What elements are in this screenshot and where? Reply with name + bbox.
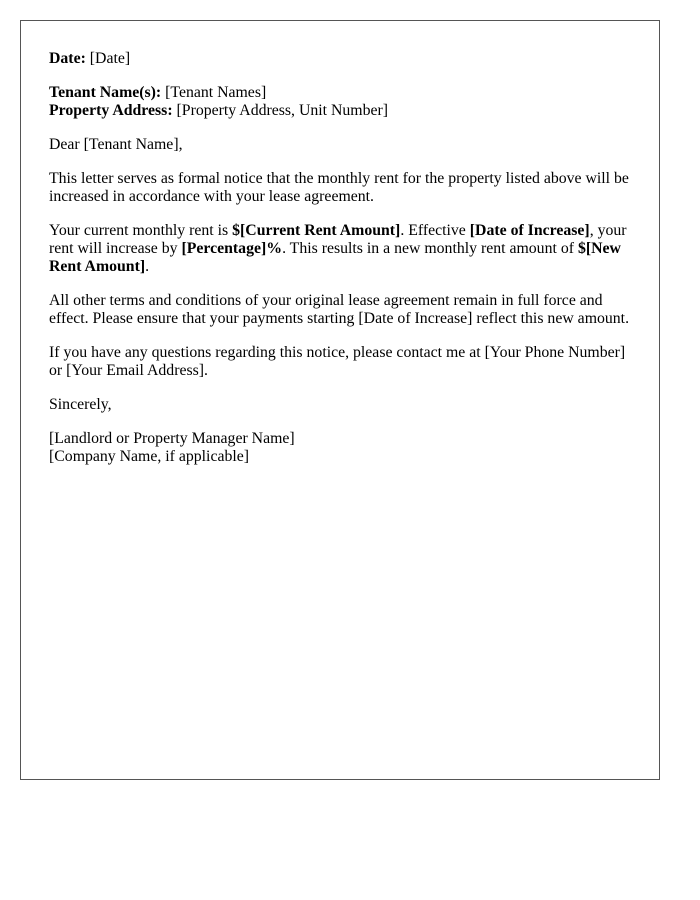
salutation: Dear [Tenant Name],: [49, 136, 183, 153]
date-label: Date:: [49, 50, 86, 67]
tenant-label: Tenant Name(s):: [49, 84, 162, 101]
address-label: Property Address:: [49, 102, 173, 119]
current-rent-amount: $[Current Rent Amount]: [232, 222, 401, 239]
closing: Sincerely,: [49, 396, 112, 413]
new-rent-amount: $[New Rent Amount]: [49, 240, 621, 275]
contact-paragraph: If you have any questions regarding this notice, please contact me at [Your Phone Number] or [Your Email Address].: [49, 344, 626, 379]
rent-text-1: Your current monthly rent is: [49, 222, 233, 239]
rent-text-3: , your rent will increase by: [49, 222, 627, 257]
rent-text-2: . Effective: [400, 222, 470, 239]
tenant-value: [Tenant Names]: [165, 84, 267, 101]
increase-percentage: [Percentage]%: [181, 240, 283, 257]
terms-paragraph: All other terms and conditions of your original lease agreement remain in full force and effect. Please ensure that your payments starting [Date of Increase] reflect this new amount.: [49, 292, 630, 327]
letter-page: [20, 20, 660, 780]
rent-text-4: . This results in a new monthly rent amount of: [282, 240, 578, 257]
company-name: [Company Name, if applicable]: [49, 448, 250, 465]
intro-paragraph: This letter serves as formal notice that the monthly rent for the property listed above will be increased in accordance with your lease agreement.: [49, 170, 629, 205]
tenant-line: [49, 84, 631, 102]
date-value: [Date]: [89, 50, 131, 67]
date-line: [49, 50, 631, 68]
rent-text-5: .: [145, 258, 150, 275]
date-of-increase: [Date of Increase]: [469, 222, 590, 239]
signer-name: [Landlord or Property Manager Name]: [49, 430, 295, 447]
address-value: [Property Address, Unit Number]: [176, 102, 389, 119]
rent-paragraph: [49, 222, 631, 276]
address-line: [49, 102, 631, 120]
